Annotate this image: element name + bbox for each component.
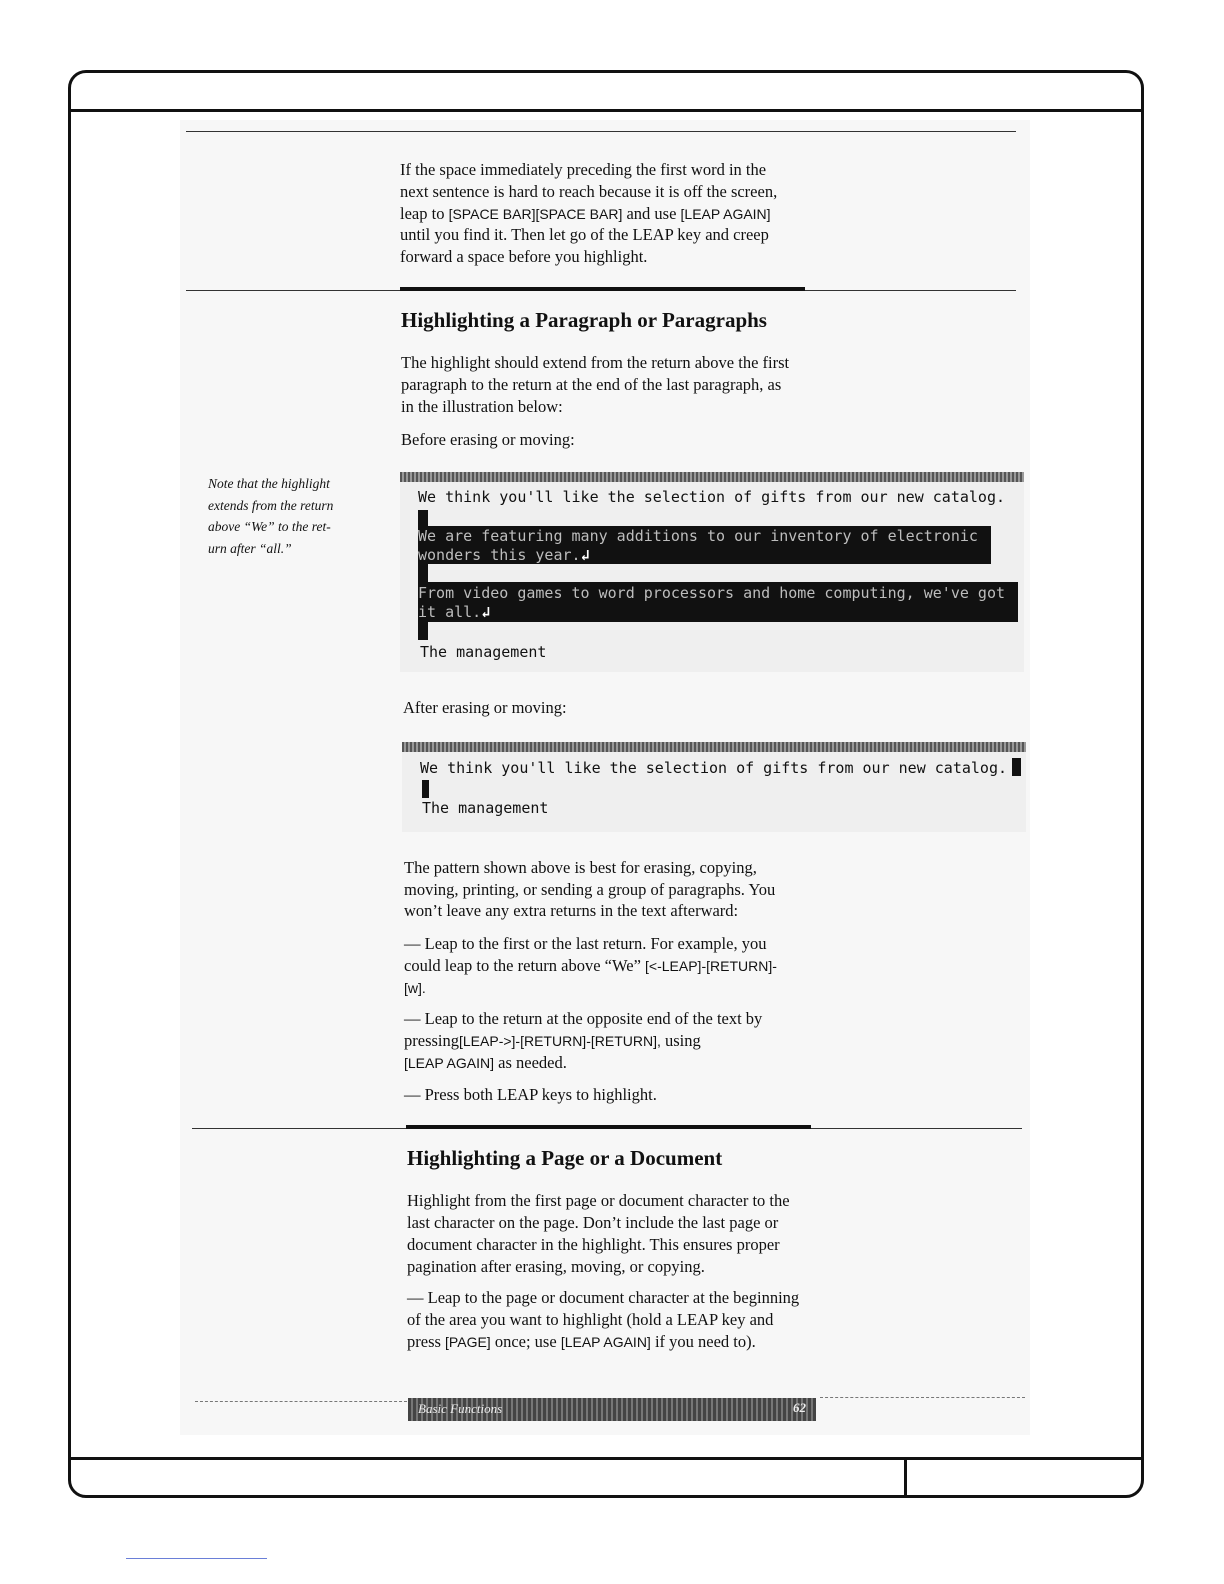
screen-before bbox=[400, 472, 1024, 672]
section-heading-paragraphs: Highlighting a Paragraph or Paragraphs bbox=[401, 308, 767, 332]
screen-line: We think you'll like the selection of gifts from our new catalog. bbox=[420, 759, 1007, 777]
section-rule-thick bbox=[400, 287, 805, 291]
section-rule-thick bbox=[406, 1125, 811, 1129]
bottom-blue-line bbox=[126, 1558, 267, 1559]
footer-dashed-rule bbox=[195, 1401, 407, 1402]
body-line: won’t leave any extra returns in the text afterward: bbox=[404, 901, 739, 920]
bullet-line: could leap to the return above “We” [<-LEAP]-[RETURN]- bbox=[404, 956, 777, 975]
intro-line: until you find it. Then let go of the LEAP key and creep bbox=[400, 225, 769, 244]
body-line: last character on the page. Don’t include the last page or bbox=[407, 1213, 779, 1232]
screen-line-highlighted: wonders this year.↲ bbox=[418, 546, 590, 564]
after-label: After erasing or moving: bbox=[403, 698, 567, 717]
bullet-line: press [PAGE] once; use [LEAP AGAIN] if you need to). bbox=[407, 1332, 756, 1351]
screen-line: We think you'll like the selection of gifts from our new catalog. bbox=[418, 488, 1005, 506]
footer-divider bbox=[70, 1457, 1142, 1460]
body-line: Highlight from the first page or document character to the bbox=[407, 1191, 790, 1210]
bullet-line: — Leap to the return at the opposite end of the text by bbox=[404, 1009, 763, 1028]
return-marker bbox=[422, 780, 429, 798]
bullet-line: [w]. bbox=[404, 980, 426, 996]
return-marker bbox=[418, 510, 428, 526]
bullet-line: — Press both LEAP keys to highlight. bbox=[404, 1085, 657, 1104]
screen-after bbox=[402, 742, 1026, 832]
body-line: moving, printing, or sending a group of paragraphs. You bbox=[404, 880, 776, 899]
footer-vertical-divider bbox=[904, 1458, 907, 1496]
footer-bar bbox=[408, 1398, 816, 1421]
bullet-line: pressing[LEAP->]-[RETURN]-[RETURN], using bbox=[404, 1031, 701, 1050]
body-line: document character in the highlight. This ensures proper bbox=[407, 1235, 780, 1254]
return-marker bbox=[418, 620, 428, 640]
return-marker bbox=[418, 563, 428, 583]
body-line: pagination after erasing, moving, or copying. bbox=[407, 1257, 705, 1276]
body-line: in the illustration below: bbox=[401, 397, 563, 416]
intro-line: next sentence is hard to reach because it is off the screen, bbox=[400, 182, 778, 201]
intro-line: leap to [SPACE BAR][SPACE BAR] and use [LEAP AGAIN] bbox=[400, 204, 771, 223]
screen-line-highlighted: From video games to word processors and home computing, we've got bbox=[418, 584, 1005, 602]
screen-line-highlighted: it all.↲ bbox=[418, 603, 491, 621]
screen-line-highlighted: We are featuring many additions to our inventory of electronic bbox=[418, 527, 978, 545]
screen-status-bar bbox=[402, 742, 1026, 752]
section-heading-page-document: Highlighting a Page or a Document bbox=[407, 1146, 723, 1170]
body-line: The highlight should extend from the return above the first bbox=[401, 353, 790, 372]
body-line: The pattern shown above is best for erasing, copying, bbox=[404, 858, 757, 877]
body-line: paragraph to the return at the end of the last paragraph, as bbox=[401, 375, 782, 394]
screen-line: The management bbox=[420, 643, 547, 661]
page-number: 62 bbox=[793, 1400, 806, 1415]
footer-dashed-rule bbox=[820, 1397, 1025, 1398]
screen-status-bar bbox=[400, 472, 1024, 482]
cursor-block bbox=[1012, 758, 1021, 776]
margin-note: Note that the highlight extends from the return above “We” to the ret- urn after “all.” bbox=[208, 476, 334, 556]
bullet-line: — Leap to the first or the last return. For example, you bbox=[404, 934, 767, 953]
intro-line: forward a space before you highlight. bbox=[400, 247, 648, 266]
before-label: Before erasing or moving: bbox=[401, 430, 575, 449]
top-rule bbox=[186, 131, 1016, 132]
bullet-line: of the area you want to highlight (hold a LEAP key and bbox=[407, 1310, 774, 1329]
bullet-line: [LEAP AGAIN] as needed. bbox=[404, 1053, 567, 1072]
header-divider bbox=[70, 109, 1142, 112]
screen-line: The management bbox=[422, 799, 549, 817]
bullet-line: — Leap to the page or document character at the beginning bbox=[407, 1288, 800, 1307]
intro-line: If the space immediately preceding the first word in the bbox=[400, 160, 767, 179]
footer-section-title: Basic Functions bbox=[418, 1401, 503, 1416]
